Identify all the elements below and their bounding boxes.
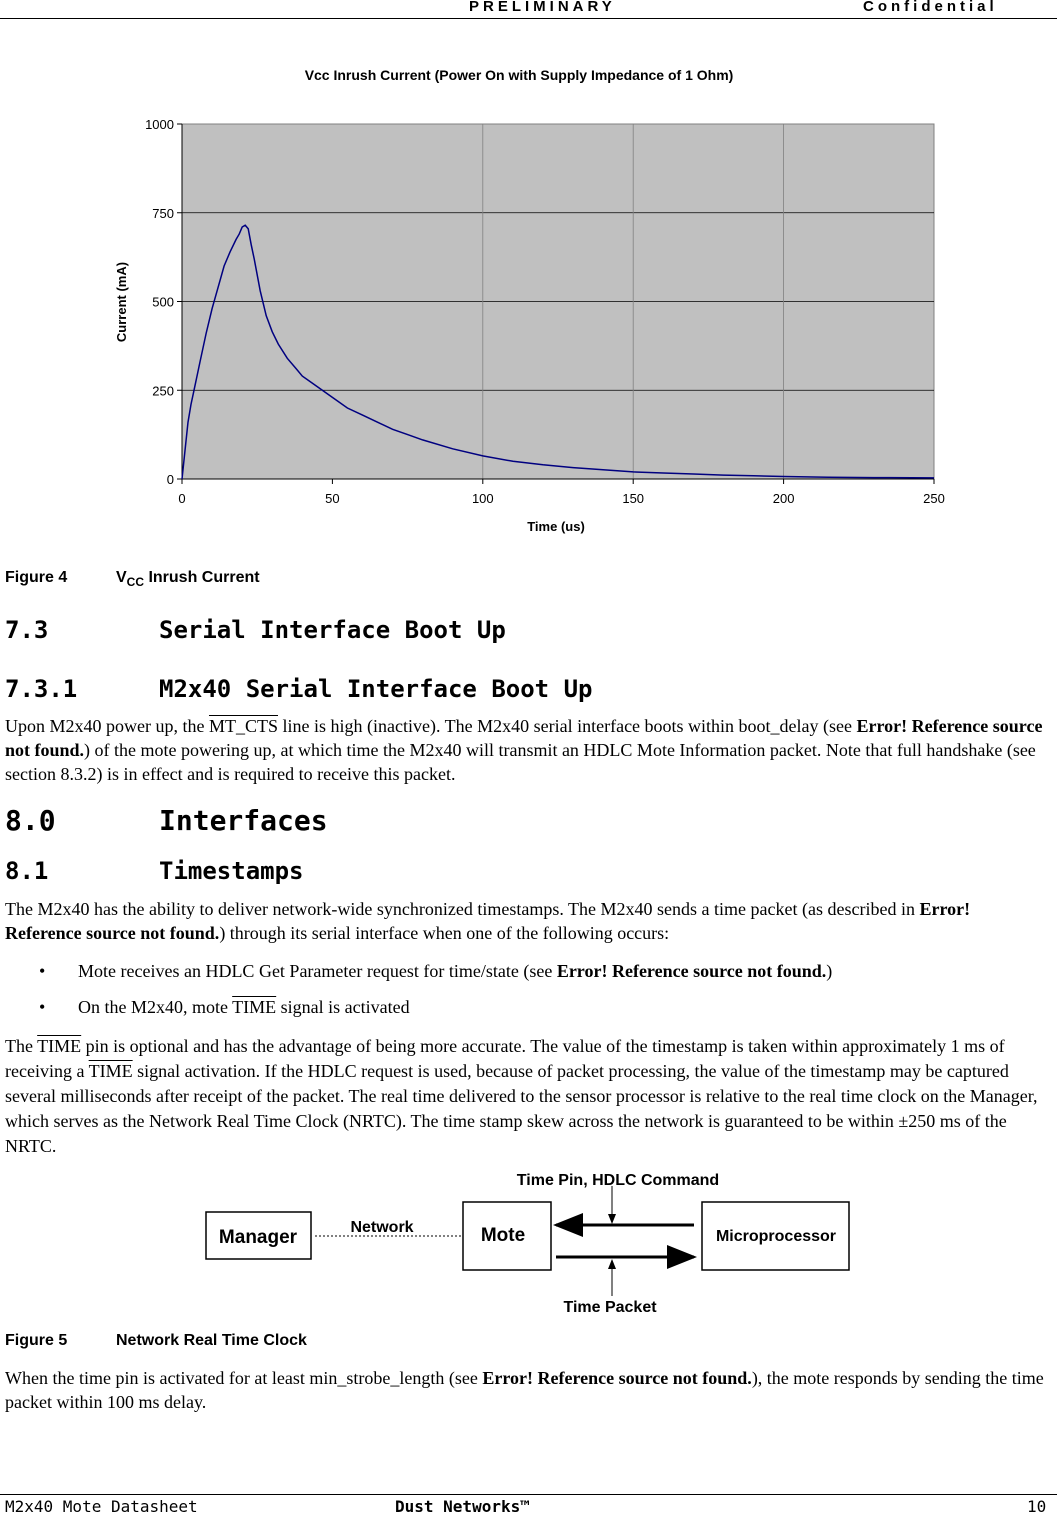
x-tick-label: 250 [923,491,945,506]
section-title: M2x40 Serial Interface Boot Up [159,675,593,703]
x-tick-label: 0 [178,491,186,506]
x-tick-label: 200 [772,491,795,506]
footer-company: Dust Networks™ [395,1497,530,1516]
section-title: Timestamps [159,857,304,885]
header-preliminary: PRELIMINARY [469,0,616,15]
paragraph-time-pin-response: When the time pin is activated for at least min_strobe_length (see Error! Reference source not found.), the mote responds by sending the time packet within 100 ms delay. [5,1368,1044,1412]
x-tick-label: 150 [622,491,645,506]
section-number: 8.0 [5,804,56,837]
inrush-chart [0,50,1057,550]
y-tick-label: 250 [152,383,174,399]
y-tick-label: 1000 [145,117,174,132]
section-title: Interfaces [159,804,328,837]
y-axis-label: Current (mA) [114,261,129,343]
bullet-marker: • [39,997,46,1017]
manager-label: Manager [218,1227,298,1248]
bullet-item-time-signal: On the M2x40, mote TIME signal is activated [78,997,410,1017]
x-tick-label: 100 [471,491,494,506]
paragraph-boot-up: Upon M2x40 power up, the MT_CTS line is high (inactive). The M2x40 serial interface boots within boot_delay (see Error! Reference source not found.) of the mote powering up, at which time the M2x40 will transmit an HDLC Mote Information packet. Note that full handshake (see section 8.3.2) is in effect and is required to receive this packet. [5,716,1043,784]
mote-label: Mote [480,1225,526,1246]
paragraph-time-pin: The TIME pin is optional and has the advantage of being more accurate. The value of the timestamp is taken within approximately 1 ms of receiving a TIME signal activation. If the HDLC request is used, because of packet processing, the value of the timestamp may be captured several milliseconds after receipt of the packet. The real time delivered to the sensor processor is relative to the real time clock on the Manager, which serves as the Network Real Time Clock (NRTC). The time stamp skew across the network is guaranteed to be within ±250 ms of the NRTC. [5,1036,1038,1156]
y-tick-label: 0 [166,472,174,487]
x-tick-label: 50 [325,491,340,506]
time-packet-label: Time Packet [563,1299,657,1316]
footer-rule [0,1494,1057,1495]
y-tick-label: 750 [152,205,174,221]
header-rule [0,18,1057,19]
figure5-caption-number: Figure 5 [5,1332,68,1349]
header-confidential: Confidential [863,0,998,15]
chart-title: Vcc Inrush Current (Power On with Supply Impedance of 1 Ohm) [304,67,734,83]
network-label: Network [350,1219,414,1236]
x-axis-label: Time (us) [527,519,585,534]
network-rtc-diagram [0,1160,1057,1320]
figure4-caption-title: $V_{CC}$ Inrush Current [116,569,260,590]
section-title: Serial Interface Boot Up [159,616,506,644]
paragraph-timestamps: The M2x40 has the ability to deliver network-wide synchronized timestamps. The M2x40 sends a time packet (as described in Error! Reference source not found.) through its serial interface when one of the following occurs: [5,899,971,943]
y-tick-label: 500 [152,294,174,310]
section-number: 7.3 [5,616,49,644]
figure4-caption-number: Figure 4 [5,569,68,586]
figure5-caption-title: Network Real Time Clock [116,1332,307,1349]
section-number: 7.3.1 [5,675,78,703]
microprocessor-label: Microprocessor [715,1228,837,1245]
bullet-marker: • [39,961,46,981]
footer-doc-title: M2x40 Mote Datasheet [5,1497,198,1516]
section-number: 8.1 [5,857,49,885]
bullet-item-hdlc-request: Mote receives an HDLC Get Parameter request for time/state (see Error! Reference source not found.) [78,961,833,981]
footer-page-number: 10 [1027,1497,1047,1516]
time-pin-hdlc-command-label: Time Pin, HDLC Command [516,1172,720,1189]
